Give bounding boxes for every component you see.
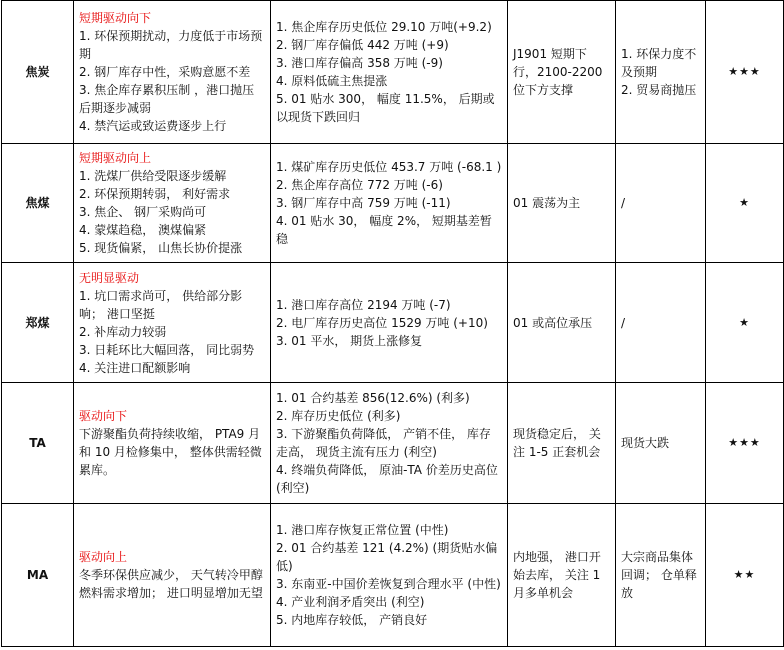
drive-direction: 驱动向下: [79, 409, 128, 423]
fact-item: 1. 港口库存恢复正常位置 (中性): [276, 523, 449, 537]
fact-item: 5. 内地库存较低， 产销良好: [276, 613, 428, 627]
driver-item: 3. 焦企、 钢厂采购尚可: [79, 205, 207, 219]
view-cell: 现货稳定后， 关注 1-5 正套机会: [508, 383, 616, 504]
fact-item: 4. 产业利润矛盾突出 (利空): [276, 595, 425, 609]
table-row: [2, 144, 784, 263]
facts-cell: [271, 263, 508, 383]
fact-item: 3. 港口库存偏高 358 万吨 (-9): [276, 56, 443, 70]
drivers-cell: [74, 263, 271, 383]
risk-item: 2. 贸易商抛压: [621, 83, 697, 97]
risk-cell: [616, 144, 706, 263]
drivers-cell: [74, 504, 271, 647]
driver-item: 1. 洗煤厂供给受限逐步缓解: [79, 169, 227, 183]
fact-item: 5. 01 贴水 300， 幅度 11.5%， 后期或以现货下跌回归: [276, 92, 495, 124]
rating-stars: ★: [706, 263, 784, 383]
drive-direction: 短期驱动向上: [79, 151, 152, 165]
risk-cell: [616, 383, 706, 504]
commodity-name: MA: [2, 504, 74, 647]
view-cell: 01 震荡为主: [508, 144, 616, 263]
fact-item: 4. 01 贴水 30， 幅度 2%， 短期基差暂稳: [276, 214, 492, 246]
facts-cell: [271, 144, 508, 263]
view-cell: 01 或高位承压: [508, 263, 616, 383]
driver-item: 1. 坑口需求尚可， 供给部分影响； 港口坚挺: [79, 288, 243, 321]
drivers-cell: [74, 383, 271, 504]
fact-item: 2. 库存历史低位 (利多): [276, 409, 401, 423]
risk-cell: [616, 1, 706, 144]
driver-item: 4. 关注进口配额影响: [79, 360, 191, 375]
fact-item: 1. 01 合约基差 856(12.6%) (利多): [276, 391, 470, 405]
fact-item: 4. 原料低硫主焦提涨: [276, 74, 388, 88]
commodity-outlook-table: [1, 0, 784, 647]
table-row: [2, 383, 784, 504]
risk-cell: [616, 504, 706, 647]
rating-stars: ★★: [706, 504, 784, 647]
driver-item: 下游聚酯负荷持续收缩， PTA9 月和 10 月检修集中， 整体供需轻微累库。: [79, 427, 262, 477]
fact-item: 2. 01 合约基差 121 (4.2%) (期货贴水偏低): [276, 541, 498, 573]
fact-item: 3. 01 平水， 期货上涨修复: [276, 333, 423, 348]
driver-item: 3. 日耗环比大幅回落， 同比弱势: [79, 342, 255, 357]
drive-direction: 无明显驱动: [79, 270, 140, 285]
fact-item: 3. 下游聚酯负荷降低， 产销不佳， 库存走高， 现货主流有压力 (利空): [276, 427, 491, 459]
risk-item: /: [621, 315, 626, 330]
driver-item: 冬季环保供应减少， 天气转冷甲醇燃料需求增加； 进口明显增加无望: [79, 568, 263, 600]
fact-item: 3. 东南亚-中国价差恢复到合理水平 (中性): [276, 577, 501, 591]
commodity-name: 焦炭: [2, 1, 74, 144]
rating-stars: ★★★: [706, 383, 784, 504]
drivers-cell: [74, 1, 271, 144]
table-row: [2, 504, 784, 647]
risk-item: /: [621, 196, 626, 210]
drive-direction: 驱动向上: [79, 550, 128, 564]
rating-stars: ★: [706, 144, 784, 263]
driver-item: 3. 焦企库存累积压制 ，港口抛压后期逐步减弱: [79, 83, 255, 115]
risk-item: 现货大跌: [621, 436, 670, 450]
facts-cell: [271, 1, 508, 144]
facts-cell: [271, 383, 508, 504]
table-row: [2, 1, 784, 144]
drive-direction: 短期驱动向下: [79, 11, 152, 25]
drivers-cell: [74, 144, 271, 263]
commodity-name: 焦煤: [2, 144, 74, 263]
rating-stars: ★★★: [706, 1, 784, 144]
view-cell: J1901 短期下行，2100-2200 位下方支撑: [508, 1, 616, 144]
risk-item: 大宗商品集体回调； 仓单释放: [621, 550, 697, 600]
risk-item: 1. 环保力度不及预期: [621, 47, 697, 79]
fact-item: 1. 港口库存高位 2194 万吨 (-7): [276, 297, 451, 312]
risk-cell: [616, 263, 706, 383]
driver-item: 4. 蒙煤趋稳， 澳煤偏紧: [79, 223, 207, 237]
driver-item: 2. 钢厂库存中性，采购意愿不差: [79, 65, 251, 79]
commodity-name: TA: [2, 383, 74, 504]
view-cell: 内地强， 港口开始去库， 关注 1 月多单机会: [508, 504, 616, 647]
driver-item: 4. 禁汽运或致运费逐步上行: [79, 119, 227, 133]
fact-item: 2. 钢厂库存偏低 442 万吨 (+9): [276, 38, 449, 52]
fact-item: 4. 终端负荷降低， 原油-TA 价差历史高位 (利空): [276, 463, 498, 495]
table-row: [2, 263, 784, 383]
fact-item: 1. 煤矿库存历史低位 453.7 万吨 (-68.1 ): [276, 160, 502, 174]
fact-item: 3. 钢厂库存中高 759 万吨 (-11): [276, 196, 451, 210]
commodity-name: 郑煤: [2, 263, 74, 383]
fact-item: 1. 焦企库存历史低位 29.10 万吨(+9.2): [276, 20, 492, 34]
driver-item: 2. 补库动力较弱: [79, 324, 167, 339]
facts-cell: [271, 504, 508, 647]
driver-item: 1. 环保预期扰动，力度低于市场预期: [79, 29, 263, 61]
fact-item: 2. 焦企库存高位 772 万吨 (-6): [276, 178, 443, 192]
fact-item: 2. 电厂库存历史高位 1529 万吨 (+10): [276, 315, 488, 330]
driver-item: 2. 环保预期转弱， 利好需求: [79, 187, 231, 201]
driver-item: 5. 现货偏紧， 山焦长协价提涨: [79, 241, 243, 255]
